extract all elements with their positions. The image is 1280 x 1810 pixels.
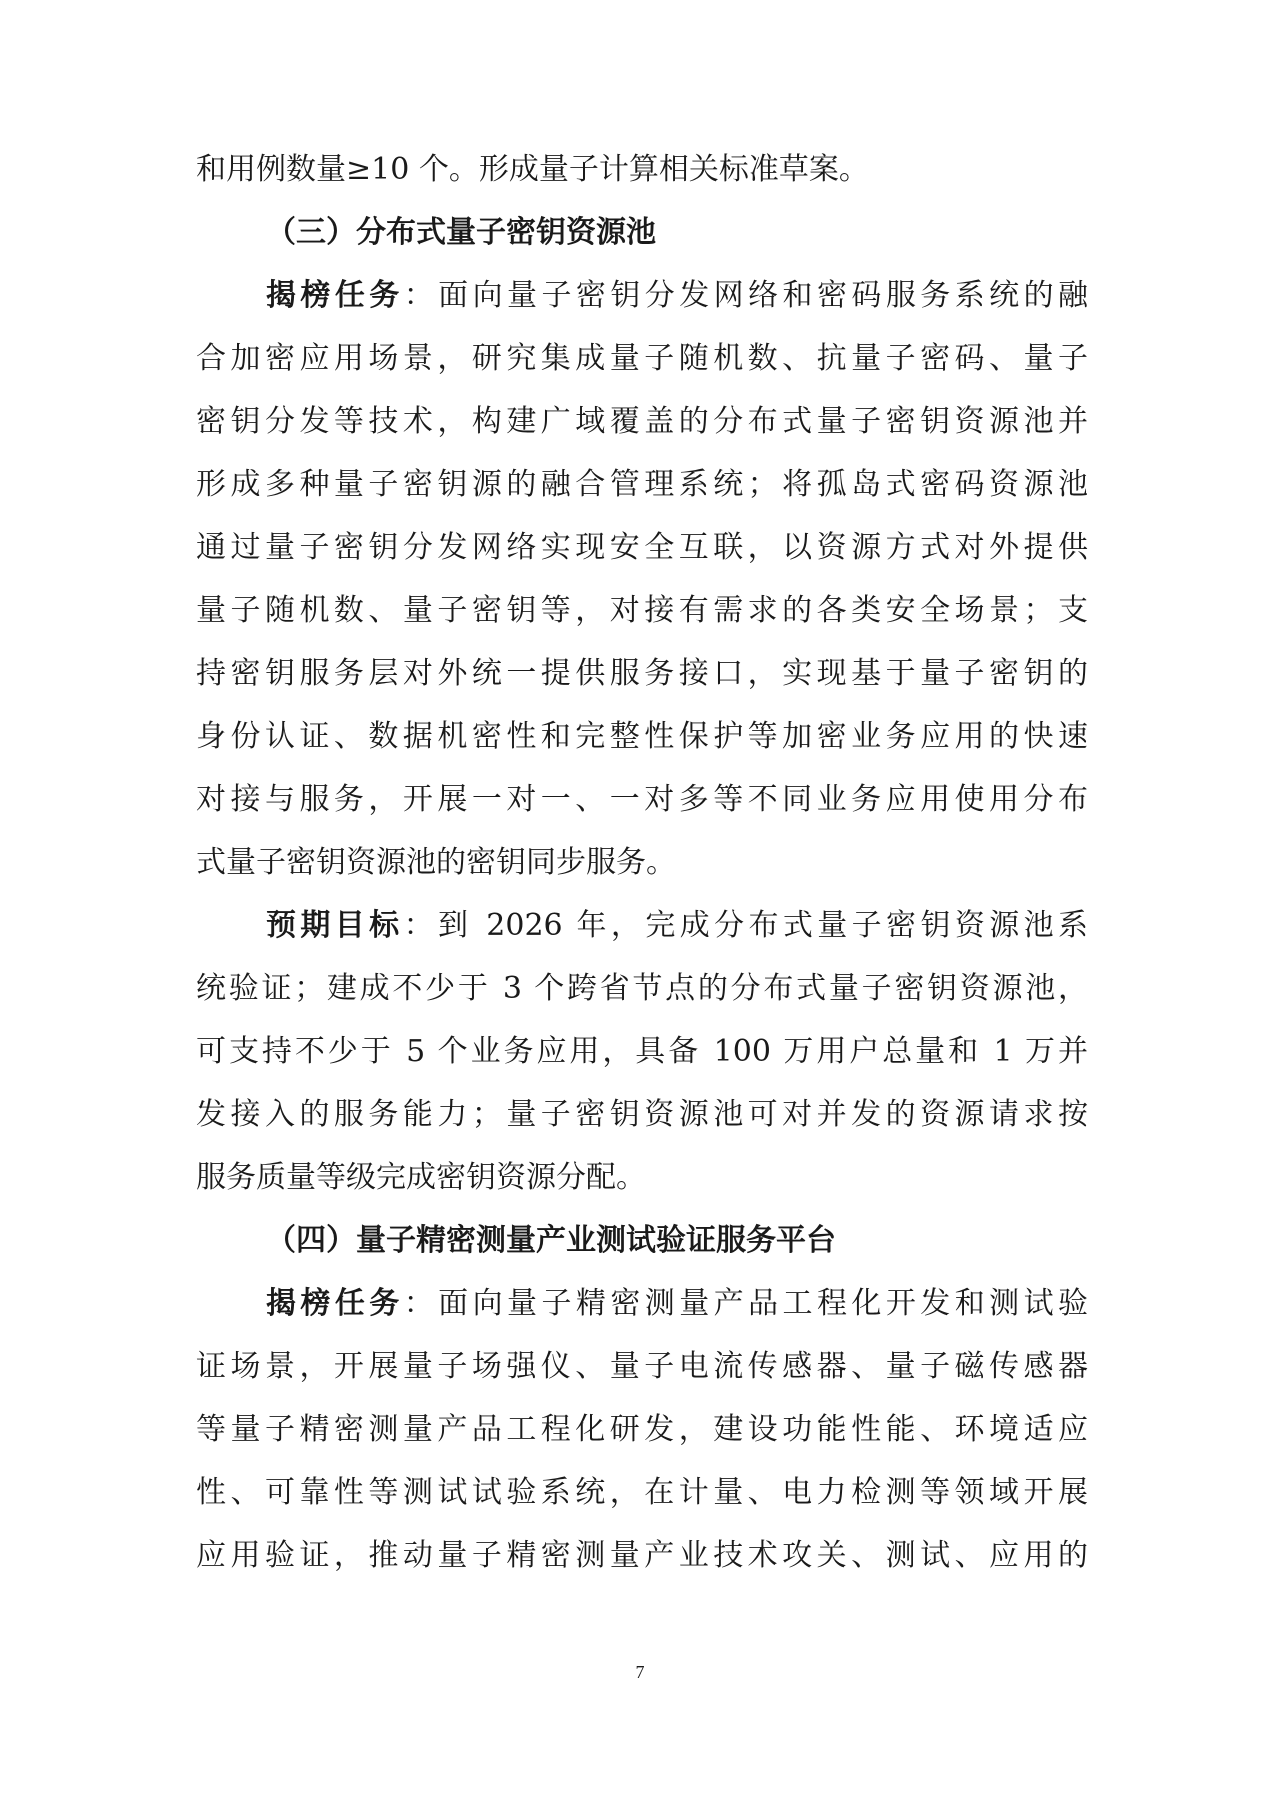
page-number: 7 [635,1662,645,1682]
lead-text: ：面向量子精密测量产品工程化开发和测试验 [403,1286,1089,1321]
body-line: 形成多种量子密钥源的融合管理系统；将孤岛式密码资源池 [196,467,1088,502]
lead-text: ：面向量子密钥分发网络和密码服务系统的融 [403,278,1089,313]
body-line: 等量子精密测量产品工程化研发，建设功能性能、环境适应 [196,1412,1088,1447]
body-line [266,276,1088,316]
section-heading-4: （四）量子精密测量产业测试验证服务平台 [266,1223,836,1258]
body-line: 性、可靠性等测试试验系统，在计量、电力检测等领域开展 [196,1475,1088,1510]
body-line: 持密钥服务层对外统一提供服务接口，实现基于量子密钥的 [196,656,1088,691]
section-heading-3: （三）分布式量子密钥资源池 [266,215,656,250]
body-line: 可支持不少于 5 个业务应用，具备 100 万用户总量和 1 万并 [196,1034,1088,1069]
body-line: 通过量子密钥分发网络实现安全互联，以资源方式对外提供 [196,530,1088,565]
body-line: 式量子密钥资源池的密钥同步服务。 [196,845,676,880]
body-line: 服务质量等级完成密钥资源分配。 [196,1160,646,1195]
lead-text: ：到 2026 年，完成分布式量子密钥资源池系 [403,908,1089,943]
body-line: 对接与服务，开展一对一、一对多等不同业务应用使用分布 [196,782,1088,817]
body-line [266,1284,1088,1324]
body-line: 统验证；建成不少于 3 个跨省节点的分布式量子密钥资源池， [196,971,1088,1006]
body-line: 合加密应用场景，研究集成量子随机数、抗量子密码、量子 [196,341,1088,376]
body-line: 发接入的服务能力；量子密钥资源池可对并发的资源请求按 [196,1097,1088,1132]
body-line: 身份认证、数据机密性和完整性保护等加密业务应用的快速 [196,719,1088,754]
lead-label-task: 揭榜任务 [266,1286,404,1321]
body-line: 量子随机数、量子密钥等，对接有需求的各类安全场景；支 [196,593,1088,628]
lead-label-goal: 预期目标 [266,908,404,943]
body-line [266,906,1088,946]
body-line: 应用验证，推动量子精密测量产业技术攻关、测试、应用的 [196,1538,1088,1573]
lead-label-task: 揭榜任务 [266,278,404,313]
body-line: 证场景，开展量子场强仪、量子电流传感器、量子磁传感器 [196,1349,1088,1384]
body-line: 密钥分发等技术，构建广域覆盖的分布式量子密钥资源池并 [196,404,1088,439]
body-line: 和用例数量≥10 个。形成量子计算相关标准草案。 [196,152,869,187]
